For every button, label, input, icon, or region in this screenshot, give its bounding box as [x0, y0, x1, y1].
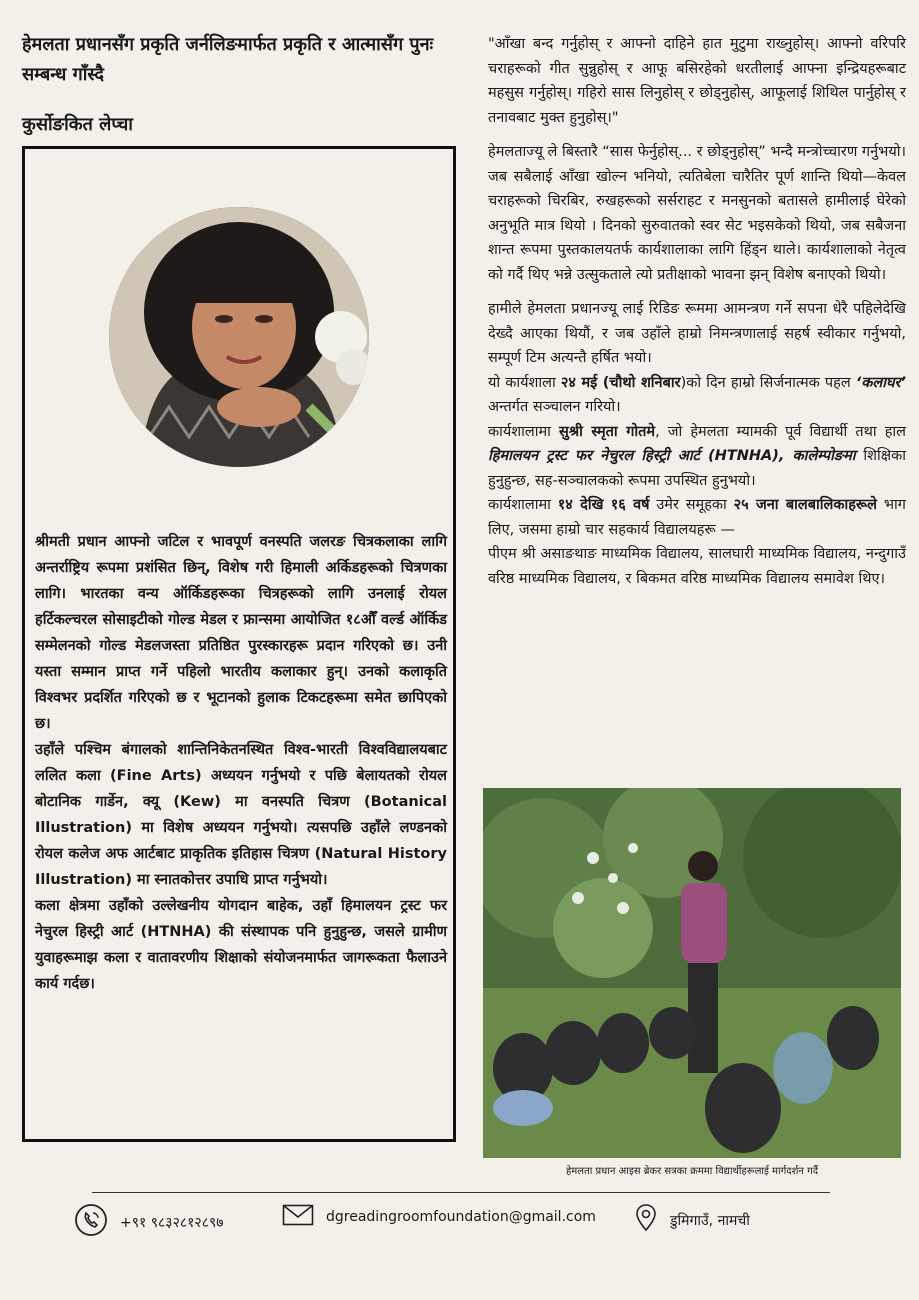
body-paragraph-3: हामीले हेमलता प्रधानज्यू लाई रिडिङ रूममा आमन्त्रण गर्ने सपना धेरै पहिलेदेखि देख्दै आएका थियौं, र जब उहाँले हाम्रो निमन्त्रणालाई सहर्ष स्वीकार गर्नुभयो, सम्पूर्ण टिम अत्यन्तै हर्षित भयो। [488, 301, 906, 366]
text-run: शिक्षिका हुनुहुन्छ, सह-सञ्चालकको रूपमा उपस्थित हुनुभयो। [488, 448, 906, 489]
portrait-photo [109, 207, 369, 467]
bio-box [22, 146, 456, 1142]
envelope-icon [282, 1203, 314, 1231]
footer-divider [92, 1192, 830, 1193]
article-body [488, 32, 906, 591]
body-paragraph-2: हेमलताज्यू ले बिस्तारै “सास फेर्नुहोस्... र छोड्नुहोस्” भन्दै मन्त्रोच्चारण गर्नुभयो। जब सबैलाई आँखा खोल्न भनियो, त्यतिबेला चारैतिर पूर्ण शान्ति थियो—केवल चराहरूको चिरबिर, रुखहरूको सर्सराहट र मनसुनको बतासले हामीलाई घेरेको अनुभूति मात्र थियो । दिनको सुरुवातको स्वर सेट भइसकेको थियो, जब सबैजना शान्त रूपमा पुस्तकालयतर्फ कार्यशालाका लागि हिंड्न थाले। कार्यशालाको नेतृत्व को गर्दै थिए भन्ने उत्सुकताले त्यो प्रतीक्षाको भावना झन् विशेष बनाएको थियो। [488, 144, 906, 283]
organisation-name: हिमालयन ट्रस्ट फर नेचुरल हिस्ट्री आर्ट (HTNHA), कालेम्पोङमा [488, 448, 856, 464]
bio-paragraph-1: श्रीमती प्रधान आफ्नो जटिल र भावपूर्ण वनस्पति जलरङ चित्रकलाका लागि अन्तर्राष्ट्रिय रूपमा प्रशंसित छिन्, विशेष गरी हिमाली अर्किडहरूको चित्रणका लागि। भारतका वन्य ऑर्किडहरूका चित्रहरूको लागि उनलाई रोयल हर्टिकल्चरल सोसाइटीको गोल्ड मेडल र फ्रान्समा आयोजित १८औँ वर्ल्ड ऑर्किड सम्मेलनको गोल्ड मेडलजस्ता प्रतिष्ठित पुरस्कारहरू प्रदान गरिएको छ। उनी यस्ता सम्मान प्राप्त गर्ने पहिलो भारतीय कलाकार हुन्। उनको कलाकृति विश्वभर प्रदर्शित गरिएको छ र भूटानको हुलाक टिकटहरूमा समेत छापिएको छ। [35, 534, 447, 732]
initiative-name: ‘कलाघर’ [855, 374, 906, 391]
photo-caption: हेमलता प्रधान आइस ब्रेकर सत्रका क्रममा विद्यार्थीहरूलाई मार्गदर्शन गर्दै [565, 1166, 819, 1177]
text-run: भाग लिए, जसमा हाम्रो चार सहकार्य विद्यालयहरू — [488, 497, 906, 538]
age-range: १४ देखि १६ वर्ष [557, 497, 650, 513]
event-date: २४ मई (चौथो शनिबार [560, 374, 681, 391]
text-run: अन्तर्गत सञ्चालन गरियो। [488, 399, 621, 415]
co-facilitator-name: सुश्री स्मृता गोतमे [559, 423, 656, 440]
email-address: dgreadingroomfoundation@gmail.com [326, 1209, 596, 1225]
article-title: हेमलता प्रधानसँग प्रकृति जर्नलिङमार्फत प्रकृति र आत्मासँग पुनः सम्बन्ध गाँस्दै [22, 34, 434, 85]
text-run: उमेर समूहका [649, 497, 734, 513]
participant-count: २५ जना बालबालिकाहरूले [733, 497, 878, 513]
bio-paragraph-2: उहाँले पश्चिम बंगालको शान्तिनिकेतनस्थित विश्व-भारती विश्वविद्यालयबाट ललित कला (Fine Arts) अध्ययन गर्नुभयो र पछि बेलायतको रोयल बोटानिक गार्डेन, क्यू (Kew) मा वनस्पति चित्रण (Botanical Illustration) मा विशेष अध्ययन गर्नुभयो। त्यसपछि उहाँले लण्डनको रोयल कलेज अफ आर्टबाट प्राकृतिक इतिहास चित्रण (Natural History Illustration) मा स्नातकोत्तर उपाधि प्राप्त गर्नुभयो। [35, 742, 447, 888]
body-paragraph-6 [488, 493, 906, 542]
article-author: कुर्सोङकित लेप्चा [22, 114, 133, 135]
location-pin-icon [634, 1203, 658, 1237]
body-paragraph-5 [488, 420, 906, 494]
footer-phone[interactable] [74, 1203, 224, 1241]
text-run: कार्यशालामा [488, 423, 560, 440]
phone-icon [74, 1203, 108, 1241]
text-run: कार्यशालामा [488, 497, 558, 513]
body-paragraph-4 [488, 371, 906, 420]
footer [0, 1203, 919, 1235]
phone-number: +९१ ९८३२८१२८९७ [120, 1214, 224, 1231]
text-run: )को दिन हाम्रो सिर्जनात्मक पहल [680, 374, 856, 391]
text-run: यो कार्यशाला [488, 374, 561, 391]
bio-paragraph-3: कला क्षेत्रमा उहाँको उल्लेखनीय योगदान बाहेक, उहाँ हिमालयन ट्रस्ट फर नेचुरल हिस्ट्री आर्ट (HTNHA) की संस्थापक पनि हुनुहुन्छ, जसले ग्रामीण युवाहरूमाझ कला र वातावरणीय शिक्षाको संयोजनमार्फत जागरूकता फैलाउने कार्य गर्दछ। [35, 898, 447, 992]
body-paragraph-7: पीएम श्री असाङथाङ माध्यमिक विद्यालय, सालघारी माध्यमिक विद्यालय, नन्दुगाउँ वरिष्ठ माध्यमिक विद्यालय, र बिकमत वरिष्ठ माध्यमिक विद्यालय समावेश थिए। [488, 546, 906, 587]
bio-text [35, 529, 447, 997]
footer-location [634, 1203, 750, 1237]
text-run: , जो हेमलता म्यामकी पूर्व विद्यार्थी तथा हाल [655, 423, 906, 440]
footer-email[interactable] [282, 1203, 596, 1231]
location-text: डुमिगाउँ, नामची [670, 1212, 750, 1229]
quote-paragraph: "आँखा बन्द गर्नुहोस् र आफ्नो दाहिने हात मुटुमा राख्नुहोस्। आफ्नो वरिपरि चराहरूको गीत सुन्नुहोस् र आफू बसिरहेको धरतीलाई आफ्ना इन्द्रियहरूबाट महसुस गर्नुहोस्। गहिरो सास लिनुहोस् र छोड्नुहोस्, आफूलाई शिथिल पार्नुहोस् र तनावबाट मुक्त हुनुहोस्।" [488, 36, 906, 126]
workshop-photo [483, 788, 901, 1158]
